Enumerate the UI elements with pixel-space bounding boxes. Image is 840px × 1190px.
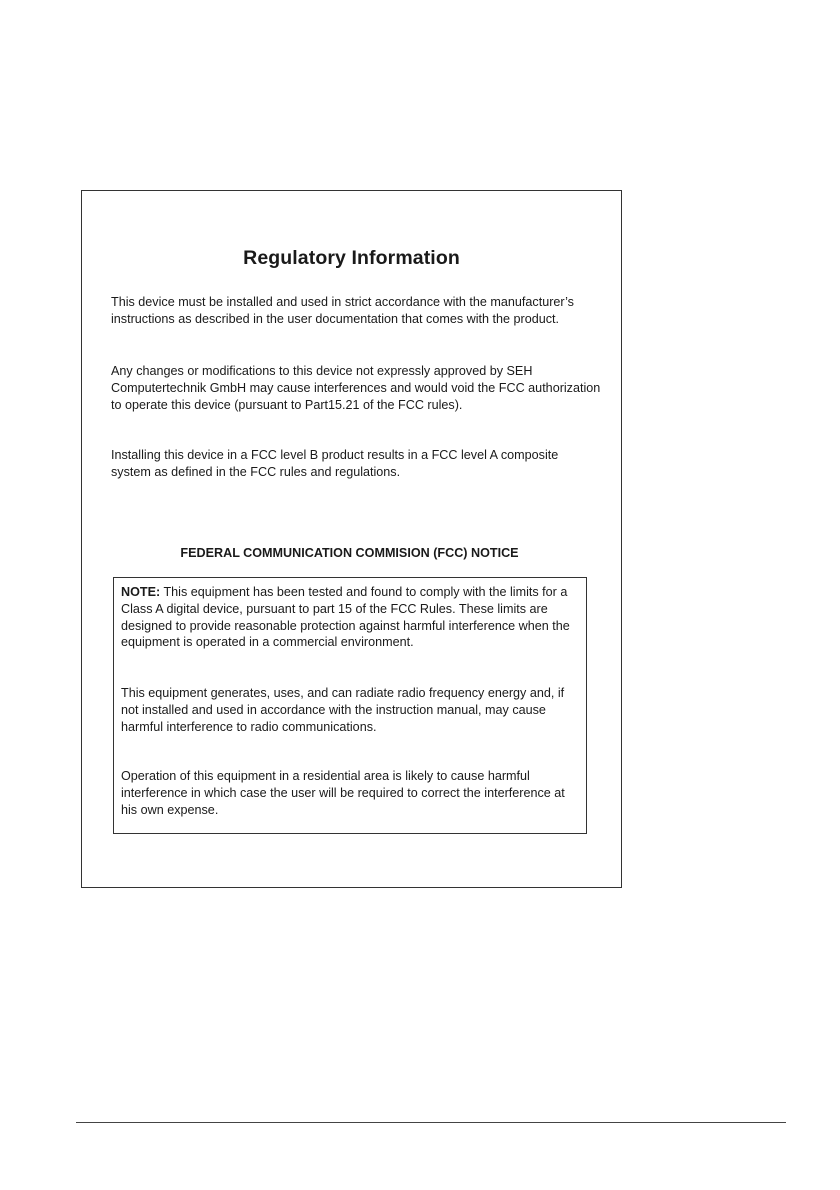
fcc-notice-heading: FEDERAL COMMUNICATION COMMISION (FCC) NOTICE <box>180 546 519 560</box>
modifications-paragraph: Any changes or modifications to this device not expressly approved by SEH Computertechnik GmbH may cause interferences and would void the FCC authorization to operate this device (pursuant to Part15.21 of the FCC rules). <box>111 364 601 412</box>
note-text: This equipment has been tested and found to comply with the limits for a Class A digital device, pursuant to part 15 of the FCC Rules. These limits are designed to provide reasonable protection against harmful interference when the equipment is operated in a commercial environment. <box>121 585 570 650</box>
footer-divider <box>76 1122 786 1123</box>
note-paragraph <box>121 584 583 651</box>
residential-area-paragraph: Operation of this equipment in a residential area is likely to cause harmful interference in which case the user will be required to correct the interference at his own expense. <box>121 769 565 817</box>
fcc-level-paragraph: Installing this device in a FCC level B product results in a FCC level A composite system as defined in the FCC rules and regulations. <box>111 448 559 479</box>
note-label: NOTE: <box>121 585 161 599</box>
radio-frequency-paragraph: This equipment generates, uses, and can radiate radio frequency energy and, if not installed and used in accordance with the instruction manual, may cause harmful interference to radio communications. <box>121 686 565 734</box>
installation-paragraph: This device must be installed and used in strict accordance with the manufacturer’s instructions as described in the user documentation that comes with the product. <box>111 295 574 326</box>
page-title: Regulatory Information <box>243 247 460 269</box>
fcc-notice-box <box>113 577 587 834</box>
regulatory-info-box <box>81 190 622 888</box>
